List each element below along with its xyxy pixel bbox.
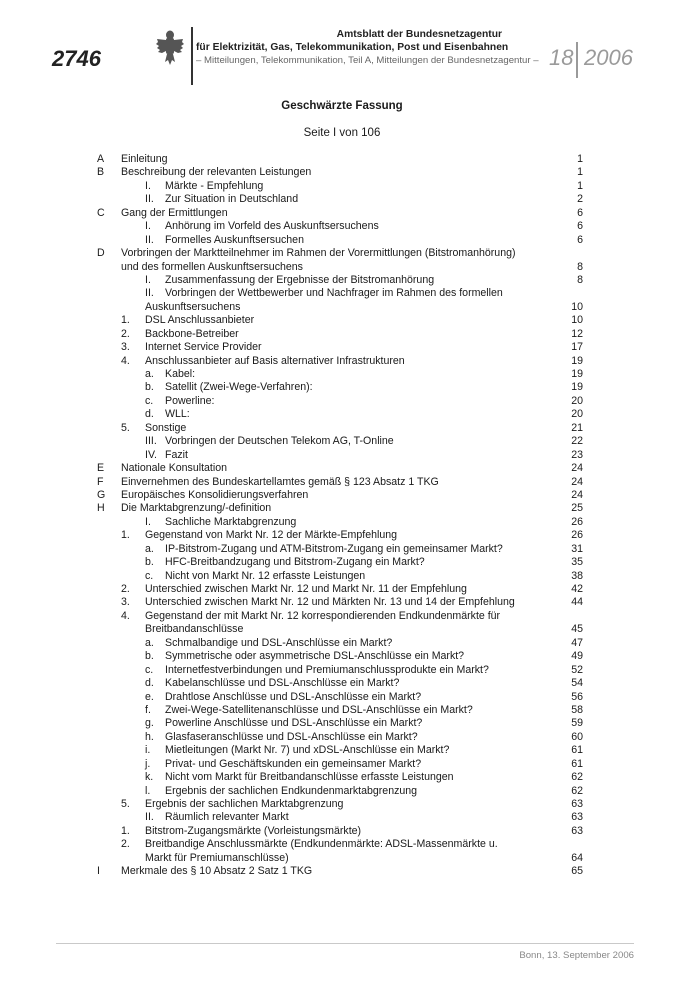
header-divider <box>191 27 193 85</box>
toc-entry-letter: A <box>97 153 105 165</box>
toc-entry-label: Vorbringen der Wettbewerber und Nachfrager im Rahmen des formellen <box>165 287 503 300</box>
toc-entry <box>97 852 583 865</box>
toc-entry-label: Gegenstand von Markt Nr. 12 der Märkte-Empfehlung <box>145 529 398 542</box>
toc-entry-label: Breitbandige Anschlussmärkte (Endkundenmärkte: ADSL-Massenmärkte u. <box>145 838 498 851</box>
toc-entry-page: 61 <box>571 744 583 757</box>
toc-entry-label: Auskunftsersuchens <box>145 300 241 313</box>
toc-entry <box>97 408 583 421</box>
toc-entry-page: 1 <box>577 166 583 179</box>
table-of-contents <box>97 153 583 879</box>
toc-entry-label: Nationale Konsultation <box>121 462 228 475</box>
toc-entry-label: Merkmale des § 10 Absatz 2 Satz 1 TKG <box>121 865 313 878</box>
toc-entry-page: 26 <box>571 529 583 542</box>
toc-entry-number: IV. <box>145 448 157 461</box>
toc-entry <box>97 193 583 206</box>
toc-entry-label: Ergebnis der sachlichen Endkundenmarktabgrenzung <box>165 784 418 797</box>
toc-entry-number: II. <box>145 811 154 824</box>
toc-entry-number: d. <box>145 408 154 421</box>
toc-entry-label: Nicht vom Markt für Breitbandanschlüsse erfasste Leistungen <box>165 771 454 784</box>
toc-entry-label: Anhörung im Vorfeld des Auskunftsersuchens <box>165 220 379 233</box>
toc-entry-number: 1. <box>121 529 130 542</box>
toc-entry <box>97 153 583 166</box>
toc-entry-number: III. <box>145 435 157 448</box>
toc-entry-number: 2. <box>121 583 130 595</box>
toc-entry <box>97 556 583 569</box>
toc-entry <box>97 529 583 542</box>
toc-entry <box>97 247 583 260</box>
toc-entry-number: c. <box>145 569 154 582</box>
toc-entry-number: b. <box>145 650 154 663</box>
toc-entry-number: I. <box>145 273 151 286</box>
toc-entry <box>97 314 583 327</box>
toc-entry-label: Breitbandanschlüsse <box>145 623 244 636</box>
toc-entry-page: 19 <box>571 368 583 380</box>
toc-entry-page: 23 <box>571 448 583 461</box>
issue-year: 2006 <box>584 45 633 70</box>
toc-entry <box>97 220 583 233</box>
toc-entry-label: Unterschied zwischen Markt Nr. 12 und Markt Nr. 11 der Empfehlung <box>145 583 467 595</box>
toc-entry-number: b. <box>145 381 154 394</box>
toc-entry <box>97 355 583 368</box>
gazette-subtitle: – Mitteilungen, Telekommunikation, Teil A, Mitteilungen der Bundesnetzagentur – <box>196 55 539 66</box>
toc-entry-label: Die Marktabgrenzung/-definition <box>121 502 272 515</box>
toc-entry-label: Räumlich relevanter Markt <box>165 811 289 824</box>
toc-entry-label: Backbone-Betreiber <box>145 327 239 340</box>
toc-entry-label: Kabel: <box>165 368 196 380</box>
toc-entry-number: 4. <box>121 354 130 367</box>
toc-entry <box>97 570 583 583</box>
toc-entry-page: 10 <box>571 314 583 327</box>
toc-entry-number: e. <box>145 690 154 703</box>
document-page-info: Seite I von 106 <box>303 127 381 139</box>
toc-entry-number: b. <box>145 556 154 569</box>
toc-entry <box>97 489 583 502</box>
toc-entry <box>97 449 583 462</box>
toc-entry <box>97 637 583 650</box>
toc-entry <box>97 785 583 798</box>
toc-entry-letter: C <box>97 206 105 219</box>
toc-entry-number: 1. <box>121 824 130 837</box>
toc-entry-number: I. <box>145 220 151 233</box>
toc-entry-page: 6 <box>577 233 583 246</box>
toc-entry-number: d. <box>145 677 154 690</box>
toc-entry-page: 35 <box>571 556 583 569</box>
toc-entry-label: Zwei-Wege-Satellitenanschlüsse und DSL-Anschlüsse ein Markt? <box>165 703 473 716</box>
toc-entry <box>97 341 583 354</box>
toc-entry-number: j. <box>145 757 151 770</box>
toc-entry-label: Unterschied zwischen Markt Nr. 12 und Märkten Nr. 13 und 14 der Empfehlung <box>145 596 515 609</box>
toc-entry-page: 62 <box>571 771 583 784</box>
toc-entry-number: I. <box>145 515 151 528</box>
toc-entry-label: Kabelanschlüsse und DSL-Anschlüsse ein Markt? <box>165 677 400 690</box>
toc-entry-page: 56 <box>571 690 583 703</box>
toc-entry-page: 1 <box>577 153 583 165</box>
toc-entry-label: IP-Bitstrom-Zugang und ATM-Bitstrom-Zugang ein gemeinsamer Markt? <box>165 542 503 555</box>
toc-entry-page: 63 <box>571 811 583 824</box>
toc-entry-page: 54 <box>571 677 583 690</box>
page-number: 2746 <box>52 46 101 71</box>
document-title: Geschwärzte Fassung <box>281 100 403 112</box>
toc-entry-page: 63 <box>571 798 583 810</box>
toc-entry <box>97 758 583 771</box>
toc-entry-label: Vorbringen der Marktteilnehmer im Rahmen der Vorermittlungen (Bitstromanhörung) <box>121 247 516 260</box>
toc-entry-page: 25 <box>571 502 583 515</box>
toc-entry-page: 22 <box>571 435 583 448</box>
toc-entry <box>97 610 583 623</box>
toc-entry-page: 24 <box>571 462 583 475</box>
toc-entry-page: 49 <box>571 650 583 663</box>
toc-entry-page: 6 <box>577 220 583 233</box>
toc-entry <box>97 328 583 341</box>
toc-entry <box>97 543 583 556</box>
toc-entry-number: 4. <box>121 609 130 622</box>
toc-entry-label: WLL: <box>165 408 190 421</box>
toc-entry-page: 8 <box>577 273 583 286</box>
toc-entry-page: 24 <box>571 488 583 501</box>
toc-entry <box>97 274 583 287</box>
toc-entry-page: 60 <box>571 730 583 743</box>
toc-entry <box>97 798 583 811</box>
toc-entry-page: 26 <box>571 515 583 528</box>
toc-entry <box>97 691 583 704</box>
toc-entry <box>97 301 583 314</box>
toc-entry-page: 19 <box>571 354 583 367</box>
toc-entry-label: Privat- und Geschäftskunden ein gemeinsamer Markt? <box>165 757 422 770</box>
issue-divider <box>576 42 578 78</box>
toc-entry-number: 5. <box>121 798 130 810</box>
toc-entry-page: 20 <box>571 394 583 407</box>
toc-entry <box>97 287 583 300</box>
toc-entry-number: a. <box>145 636 154 649</box>
toc-entry <box>97 462 583 475</box>
toc-entry-label: Gang der Ermittlungen <box>121 206 228 219</box>
toc-entry-page: 17 <box>571 341 583 354</box>
toc-entry-page: 1 <box>577 179 583 192</box>
toc-entry-label: Vorbringen der Deutschen Telekom AG, T-Online <box>165 435 394 448</box>
toc-entry <box>97 502 583 515</box>
toc-entry-page: 21 <box>571 421 583 434</box>
toc-entry <box>97 516 583 529</box>
toc-entry-label: Fazit <box>165 448 188 461</box>
toc-entry-number: g. <box>145 717 154 730</box>
toc-entry <box>97 207 583 220</box>
toc-entry-label: Nicht von Markt Nr. 12 erfasste Leistungen <box>165 569 366 582</box>
toc-entry <box>97 717 583 730</box>
toc-entry-number: k. <box>145 771 154 784</box>
toc-entry-page: 45 <box>571 623 583 636</box>
toc-entry-label: Gegenstand der mit Markt Nr. 12 korrespondierenden Endkundenmärkte für <box>145 609 501 622</box>
toc-entry-label: Glasfaseranschlüsse und DSL-Anschlüsse ein Markt? <box>165 730 418 743</box>
toc-entry <box>97 381 583 394</box>
toc-entry-number: 1. <box>121 314 130 327</box>
toc-entry-letter: D <box>97 247 105 260</box>
toc-entry <box>97 825 583 838</box>
toc-entry-number: II. <box>145 233 154 246</box>
toc-entry <box>97 838 583 851</box>
toc-entry-label: Europäisches Konsolidierungsverfahren <box>121 488 309 501</box>
toc-entry <box>97 744 583 757</box>
toc-entry-label: Schmalbandige und DSL-Anschlüsse ein Markt? <box>165 636 393 649</box>
toc-entry-number: c. <box>145 394 154 407</box>
toc-entry <box>97 677 583 690</box>
toc-entry-page: 24 <box>571 475 583 488</box>
toc-entry <box>97 261 583 274</box>
toc-entry-label: Einvernehmen des Bundeskartellamtes gemäß § 123 Absatz 1 TKG <box>121 475 439 488</box>
toc-entry-number: II. <box>145 287 154 300</box>
toc-entry-page: 38 <box>571 569 583 582</box>
toc-entry-number: 2. <box>121 838 130 851</box>
toc-entry-number: h. <box>145 730 154 743</box>
toc-entry-label: Powerline: <box>165 394 215 407</box>
toc-entry-letter: B <box>97 166 105 179</box>
toc-entry-label: HFC-Breitbandzugang und Bitstrom-Zugang ein Markt? <box>165 556 425 569</box>
toc-entry-number: f. <box>145 703 151 716</box>
toc-entry <box>97 704 583 717</box>
toc-entry-page: 19 <box>571 381 583 394</box>
toc-entry-letter: H <box>97 502 105 515</box>
toc-entry-page: 12 <box>571 327 583 340</box>
toc-entry-number: 3. <box>121 596 130 609</box>
toc-entry-label: DSL Anschlussanbieter <box>145 314 255 327</box>
toc-entry-letter: F <box>97 475 104 488</box>
toc-entry-label: Zur Situation in Deutschland <box>165 193 299 206</box>
toc-entry <box>97 596 583 609</box>
toc-entry <box>97 435 583 448</box>
toc-entry-label: Satellit (Zwei-Wege-Verfahren): <box>165 381 313 394</box>
toc-entry-label: Mietleitungen (Markt Nr. 7) und xDSL-Anschlüsse ein Markt? <box>165 744 450 757</box>
toc-entry <box>97 731 583 744</box>
toc-entry <box>97 865 583 878</box>
toc-entry <box>97 583 583 596</box>
toc-entry <box>97 368 583 381</box>
toc-entry <box>97 395 583 408</box>
toc-entry-letter: I <box>97 865 100 878</box>
toc-entry-label: Markt für Premiumanschlüsse) <box>145 851 289 864</box>
toc-entry-label: Einleitung <box>121 153 168 165</box>
toc-entry-label: Drahtlose Anschlüsse und DSL-Anschlüsse ein Markt? <box>165 690 422 703</box>
toc-entry-label: Märkte - Empfehlung <box>165 179 264 192</box>
toc-entry <box>97 166 583 179</box>
toc-entry-label: Ergebnis der sachlichen Marktabgrenzung <box>145 798 344 810</box>
toc-entry-number: II. <box>145 193 154 206</box>
toc-entry-page: 62 <box>571 784 583 797</box>
toc-entry <box>97 771 583 784</box>
toc-entry-page: 8 <box>577 260 583 273</box>
toc-entry-page: 10 <box>571 300 583 313</box>
toc-entry-page: 64 <box>571 851 583 864</box>
toc-entry-label: Beschreibung der relevanten Leistungen <box>121 166 312 179</box>
federal-eagle-icon <box>155 27 185 69</box>
toc-entry-number: 3. <box>121 341 130 354</box>
toc-entry-label: Bitstrom-Zugangsmärkte (Vorleistungsmärkte) <box>145 824 362 837</box>
toc-entry-page: 58 <box>571 703 583 716</box>
toc-entry-page: 44 <box>571 596 583 609</box>
toc-entry-page: 6 <box>577 206 583 219</box>
toc-entry-page: 59 <box>571 717 583 730</box>
toc-entry-label: Powerline Anschlüsse und DSL-Anschlüsse ein Markt? <box>165 717 423 730</box>
toc-entry-label: Zusammenfassung der Ergebnisse der Bitstromanhörung <box>165 273 435 286</box>
toc-entry-number: a. <box>145 368 154 380</box>
toc-entry-page: 63 <box>571 824 583 837</box>
toc-entry <box>97 623 583 636</box>
toc-entry-number: i. <box>145 744 151 757</box>
toc-entry-number: l. <box>145 784 151 797</box>
toc-entry-label: Formelles Auskunftsersuchen <box>165 233 304 246</box>
footer-rule <box>56 943 634 944</box>
toc-entry-number: c. <box>145 663 154 676</box>
footer-place-date: Bonn, 13. September 2006 <box>519 950 634 961</box>
toc-entry-label: Symmetrische oder asymmetrische DSL-Anschlüsse ein Markt? <box>165 650 465 663</box>
toc-entry-page: 65 <box>571 865 583 878</box>
gazette-title-line1: Amtsblatt der Bundesnetzagentur <box>336 29 502 40</box>
toc-entry-page: 52 <box>571 663 583 676</box>
gazette-title <box>196 28 509 54</box>
toc-entry-page: 47 <box>571 636 583 649</box>
toc-entry-label: Internet Service Provider <box>145 341 262 354</box>
toc-entry-letter: E <box>97 462 105 475</box>
toc-entry-page: 61 <box>571 757 583 770</box>
toc-entry-number: I. <box>145 179 151 192</box>
toc-entry-letter: G <box>97 488 106 501</box>
toc-entry-label: Internetfestverbindungen und Premiumanschlussprodukte ein Markt? <box>165 663 489 676</box>
toc-entry-page: 2 <box>577 193 583 206</box>
toc-entry-label: und des formellen Auskunftsersuchens <box>121 260 303 273</box>
toc-entry <box>97 234 583 247</box>
toc-entry-label: Sachliche Marktabgrenzung <box>165 515 297 528</box>
toc-entry-number: a. <box>145 542 154 555</box>
toc-entry-page: 31 <box>571 542 583 555</box>
toc-entry <box>97 180 583 193</box>
toc-entry-page: 20 <box>571 408 583 421</box>
toc-entry-page: 42 <box>571 583 583 595</box>
toc-entry-label: Sonstige <box>145 421 187 434</box>
toc-entry <box>97 811 583 824</box>
toc-entry-label: Anschlussanbieter auf Basis alternativer Infrastrukturen <box>145 354 405 367</box>
toc-entry <box>97 422 583 435</box>
toc-entry-number: 2. <box>121 327 130 340</box>
issue-number: 18 <box>549 45 574 70</box>
toc-entry <box>97 664 583 677</box>
toc-entry <box>97 650 583 663</box>
toc-entry <box>97 476 583 489</box>
toc-entry-number: 5. <box>121 421 130 434</box>
gazette-title-line2: für Elektrizität, Gas, Telekommunikation, Post und Eisenbahnen <box>196 42 509 53</box>
